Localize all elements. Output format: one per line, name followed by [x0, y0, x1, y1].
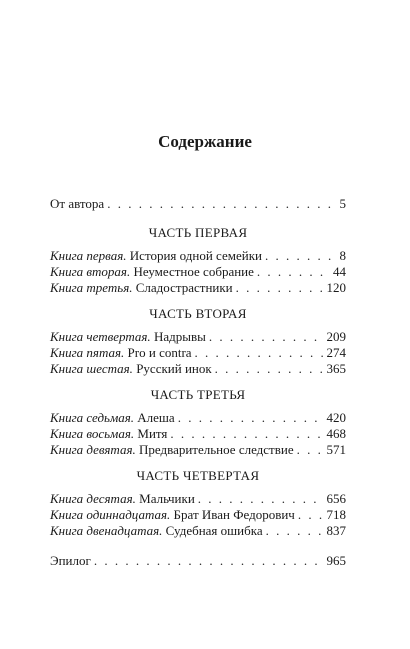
- toc-entry: [50, 523, 346, 539]
- page-number: 837: [326, 523, 346, 538]
- book-number: Книга вторая.: [50, 264, 131, 279]
- dot-leader: [266, 523, 324, 539]
- page-number: 8: [339, 248, 346, 263]
- part-heading: ЧАСТЬ ПЕРВАЯ: [148, 225, 248, 240]
- toc-entry-label: Эпилог: [50, 553, 91, 568]
- dot-leader: [170, 426, 323, 442]
- page-number: 120: [326, 280, 346, 295]
- table-of-contents: [50, 196, 346, 569]
- book-title: Неуместное собрание: [133, 264, 254, 279]
- part-heading: ЧАСТЬ ВТОРАЯ: [149, 306, 247, 321]
- toc-entry-label: От автора: [50, 196, 105, 211]
- dot-leader: [107, 196, 336, 212]
- toc-entry: [50, 248, 346, 264]
- dot-leader: [215, 361, 324, 377]
- page-number: 718: [326, 507, 346, 522]
- page-number: 365: [326, 361, 346, 376]
- book-number: Книга десятая.: [50, 491, 136, 506]
- page-number: 5: [339, 196, 346, 211]
- book-number: Книга шестая.: [50, 361, 133, 376]
- book-number: Книга первая.: [50, 248, 127, 263]
- toc-entry: [50, 426, 346, 442]
- dot-leader: [265, 248, 337, 264]
- book-title: Pro и contra: [127, 345, 192, 360]
- book-title: Сладострастники: [135, 280, 233, 295]
- page-number: 656: [326, 491, 346, 506]
- book-number: Книга одиннадцатая.: [50, 507, 171, 522]
- book-number: Книга третья.: [50, 280, 133, 295]
- dot-leader: [198, 491, 324, 507]
- part-heading: ЧАСТЬ ЧЕТВЕРТАЯ: [136, 468, 260, 483]
- dot-leader: [236, 280, 324, 296]
- toc-entry: [50, 280, 346, 296]
- book-number: Книга пятая.: [50, 345, 125, 360]
- dot-leader: [297, 442, 324, 458]
- toc-entry: [50, 345, 346, 361]
- dot-leader: [209, 329, 324, 345]
- page-number: 274: [326, 345, 346, 360]
- toc-entry: [50, 507, 346, 523]
- dot-leader: [195, 345, 324, 361]
- dot-leader: [94, 553, 324, 569]
- page-number: 571: [326, 442, 346, 457]
- book-title: Брат Иван Федорович: [173, 507, 295, 522]
- dot-leader: [178, 410, 324, 426]
- book-title: История одной семейки: [129, 248, 262, 263]
- page-number: 44: [333, 264, 346, 279]
- toc-entry-preface: [50, 196, 346, 212]
- page-number: 965: [326, 553, 346, 568]
- book-number: Книга двенадцатая.: [50, 523, 163, 538]
- book-number: Книга четвертая.: [50, 329, 151, 344]
- dot-leader: [257, 264, 330, 280]
- book-number: Книга девятая.: [50, 442, 136, 457]
- part-heading: ЧАСТЬ ТРЕТЬЯ: [150, 387, 246, 402]
- book-title: Русский инок: [136, 361, 212, 376]
- toc-entry: [50, 442, 346, 458]
- book-title: Предварительное следствие: [139, 442, 294, 457]
- toc-entry: [50, 361, 346, 377]
- page-number: 420: [326, 410, 346, 425]
- book-title: Митя: [137, 426, 168, 441]
- page-title: Содержание: [158, 132, 252, 151]
- book-title: Надрывы: [153, 329, 206, 344]
- dot-leader: [298, 507, 324, 523]
- toc-entry: [50, 491, 346, 507]
- page-number: 468: [326, 426, 346, 441]
- book-number: Книга седьмая.: [50, 410, 135, 425]
- book-title: Алеша: [137, 410, 175, 425]
- book-title: Мальчики: [139, 491, 195, 506]
- toc-entry: [50, 410, 346, 426]
- page-number: 209: [326, 329, 346, 344]
- toc-entry-epilogue: [50, 553, 346, 569]
- book-number: Книга восьмая.: [50, 426, 135, 441]
- toc-entry: [50, 264, 346, 280]
- book-title: Судебная ошибка: [165, 523, 263, 538]
- toc-entry: [50, 329, 346, 345]
